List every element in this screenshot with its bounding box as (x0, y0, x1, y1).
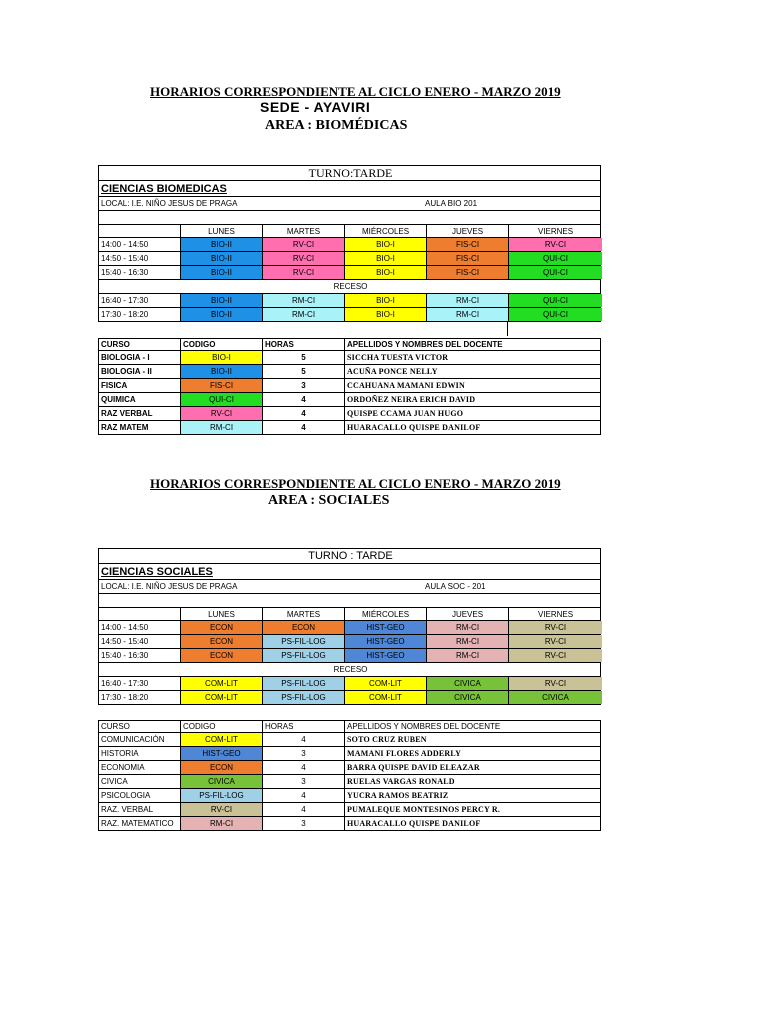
schedule-cell: QUI-CI (508, 294, 602, 307)
schedule-cell: QUI-CI (508, 266, 602, 279)
course-horas: 3 (262, 817, 344, 830)
doc1-sede: SEDE - AYAVIRI (260, 99, 371, 115)
course-row (98, 733, 601, 747)
doc1-area: AREA : BIOMÉDICAS (265, 118, 408, 133)
schedule-cell: COM-LIT (344, 691, 426, 704)
schedule-cell: PS-FIL-LOG (262, 649, 344, 662)
course-row (98, 421, 601, 435)
local-row (98, 580, 601, 594)
course-row (98, 351, 601, 365)
course-codigo: RV-CI (180, 803, 262, 816)
schedule-row (98, 238, 601, 252)
schedule-cell: BIO-I (344, 238, 426, 251)
course-curso: BIOLOGIA - II (101, 367, 152, 376)
schedule-row (98, 308, 601, 322)
receso-label: RECESO (333, 665, 368, 674)
time-slot: 14:00 - 14:50 (101, 623, 149, 632)
day-header: MARTES (262, 608, 344, 620)
schedule-row (98, 649, 601, 663)
schedule-row (98, 266, 601, 280)
day-header: MIÉRCOLES (344, 225, 426, 237)
schedule-cell: RM-CI (262, 294, 344, 307)
ciencias-row (98, 564, 601, 580)
course-docente: SICCHA TUESTA VICTOR (344, 351, 601, 364)
days-header-row (98, 608, 601, 621)
course-curso: PSICOLOGIA (101, 791, 151, 800)
course-codigo: QUI-CI (180, 393, 262, 406)
blank-row (98, 594, 601, 608)
schedule-row (98, 691, 601, 705)
course-horas: 4 (262, 393, 344, 406)
course-curso: CIVICA (101, 777, 128, 786)
course-horas: 4 (262, 789, 344, 802)
course-horas: 4 (262, 407, 344, 420)
schedule-cell: BIO-II (180, 252, 262, 265)
schedule-cell: COM-LIT (180, 691, 262, 704)
time-slot: 14:00 - 14:50 (101, 240, 149, 249)
schedule-cell: BIO-II (180, 238, 262, 251)
schedule-cell: HIST-GEO (344, 649, 426, 662)
doc2-title: HORARIOS CORRESPONDIENTE AL CICLO ENERO - MARZO 2019 (150, 476, 561, 491)
aula-label: AULA SOC - 201 (425, 582, 486, 591)
turno-row (98, 548, 601, 564)
courses-header: HORAS (262, 721, 344, 732)
schedule-row (98, 635, 601, 649)
schedule-cell: QUI-CI (508, 308, 602, 321)
schedule-cell: RV-CI (508, 649, 602, 662)
course-row (98, 407, 601, 421)
turno-label: TURNO : TARDE (308, 550, 393, 562)
course-docente: CCAHUANA MAMANI EDWIN (344, 379, 601, 392)
schedule-cell: RM-CI (426, 294, 508, 307)
schedule-cell: BIO-I (344, 252, 426, 265)
schedule-cell: RV-CI (508, 238, 602, 251)
course-codigo: RV-CI (180, 407, 262, 420)
local-row (98, 197, 601, 211)
local-label: LOCAL: I.E. NIÑO JESUS DE PRAGA (101, 199, 238, 208)
schedule-cell: RM-CI (426, 621, 508, 634)
schedule-cell: COM-LIT (344, 677, 426, 690)
course-row (98, 817, 601, 831)
day-header-blank (99, 608, 180, 620)
day-header: VIERNES (508, 225, 602, 237)
course-docente: QUISPE CCAMA JUAN HUGO (344, 407, 601, 420)
courses-header: APELLIDOS Y NOMBRES DEL DOCENTE (344, 721, 601, 732)
receso-label: RECESO (333, 282, 368, 291)
days-header-row (98, 225, 601, 238)
schedule-cell: ECON (180, 649, 262, 662)
time-slot: 14:50 - 15:40 (101, 254, 149, 263)
doc2-area: AREA : SOCIALES (268, 493, 390, 508)
course-codigo: ECON (180, 761, 262, 774)
course-row (98, 393, 601, 407)
schedule-cell: FIS-CI (426, 266, 508, 279)
schedule-cell: CIVICA (426, 691, 508, 704)
time-slot: 15:40 - 16:30 (101, 268, 149, 277)
course-row (98, 365, 601, 379)
time-slot: 17:30 - 18:20 (101, 693, 149, 702)
course-row (98, 789, 601, 803)
course-codigo: PS-FIL-LOG (180, 789, 262, 802)
schedule-cell: BIO-I (344, 294, 426, 307)
schedule-cell: BIO-I (344, 308, 426, 321)
course-curso: RAZ MATEM (101, 423, 149, 432)
schedule-cell: QUI-CI (508, 252, 602, 265)
course-docente: ORDOÑEZ NEIRA ERICH DAVID (344, 393, 601, 406)
course-docente: ACUÑA PONCE NELLY (344, 365, 601, 378)
day-header: LUNES (180, 608, 262, 620)
schedule-cell: RM-CI (426, 308, 508, 321)
course-horas: 5 (262, 365, 344, 378)
course-horas: 4 (262, 803, 344, 816)
schedule-cell: PS-FIL-LOG (262, 635, 344, 648)
schedule-row (98, 294, 601, 308)
schedule-cell: PS-FIL-LOG (262, 677, 344, 690)
course-curso: RAZ. VERBAL (101, 805, 154, 814)
course-horas: 4 (262, 421, 344, 434)
course-horas: 3 (262, 775, 344, 788)
day-header: LUNES (180, 225, 262, 237)
course-codigo: CIVICA (180, 775, 262, 788)
courses-header: CURSO (101, 340, 130, 349)
course-horas: 5 (262, 351, 344, 364)
courses-header: HORAS (262, 339, 344, 350)
course-docente: YUCRA RAMOS BEATRIZ (344, 789, 601, 802)
schedule-row (98, 252, 601, 266)
course-row (98, 761, 601, 775)
time-slot: 16:40 - 17:30 (101, 679, 149, 688)
course-curso: HISTORIA (101, 749, 139, 758)
time-slot: 14:50 - 15:40 (101, 637, 149, 646)
course-horas: 4 (262, 733, 344, 746)
schedule-cell: RV-CI (262, 238, 344, 251)
schedule-cell: FIS-CI (426, 238, 508, 251)
courses-header: CURSO (101, 722, 130, 731)
schedule-cell: RV-CI (508, 621, 602, 634)
schedule-row (98, 677, 601, 691)
ciencias-row (98, 181, 601, 197)
receso-row (98, 663, 601, 677)
course-horas: 3 (262, 379, 344, 392)
courses-header-row (98, 720, 601, 733)
schedule-cell: RV-CI (508, 635, 602, 648)
course-curso: QUIMICA (101, 395, 136, 404)
courses-header: CODIGO (180, 339, 262, 350)
courses-header: APELLIDOS Y NOMBRES DEL DOCENTE (344, 339, 601, 350)
ciencias-title: CIENCIAS BIOMEDICAS (101, 182, 227, 195)
courses-header-row (98, 338, 601, 351)
course-docente: HUARACALLO QUISPE DANILOF (344, 421, 601, 434)
schedule-row (98, 621, 601, 635)
turno-row (98, 165, 601, 181)
schedule-cell: RV-CI (262, 252, 344, 265)
schedule-cell: BIO-I (344, 266, 426, 279)
day-header: MIÉRCOLES (344, 608, 426, 620)
course-curso: RAZ VERBAL (101, 409, 153, 418)
schedule-cell: PS-FIL-LOG (262, 691, 344, 704)
local-label: LOCAL: I.E. NIÑO JESUS DE PRAGA (101, 582, 238, 591)
course-row (98, 775, 601, 789)
course-codigo: RM-CI (180, 421, 262, 434)
course-curso: FISICA (101, 381, 128, 390)
schedule-cell: BIO-II (180, 266, 262, 279)
course-curso: COMUNICACIÓN (101, 735, 165, 744)
day-header-blank (99, 225, 180, 237)
course-docente: PUMALEQUE MONTESINOS PERCY R. (344, 803, 601, 816)
course-codigo: FIS-CI (180, 379, 262, 392)
course-curso: BIOLOGIA - I (101, 353, 150, 362)
schedule-cell: BIO-II (180, 294, 262, 307)
day-header: MARTES (262, 225, 344, 237)
ciencias-title: CIENCIAS SOCIALES (101, 565, 213, 578)
aula-label: AULA BIO 201 (425, 199, 478, 208)
day-header: VIERNES (508, 608, 602, 620)
schedule-cell: BIO-II (180, 308, 262, 321)
course-codigo: BIO-II (180, 365, 262, 378)
blank-row (98, 211, 601, 225)
time-slot: 16:40 - 17:30 (101, 296, 149, 305)
course-docente: RUELAS VARGAS RONALD (344, 775, 601, 788)
course-codigo: HIST-GEO (180, 747, 262, 760)
schedule-cell: ECON (180, 635, 262, 648)
schedule-cell: RM-CI (426, 635, 508, 648)
course-docente: BARRA QUISPE DAVID ELEAZAR (344, 761, 601, 774)
schedule-cell: CIVICA (426, 677, 508, 690)
schedule-cell: RM-CI (426, 649, 508, 662)
course-codigo: BIO-I (180, 351, 262, 364)
course-docente: SOTO CRUZ RUBEN (344, 733, 601, 746)
course-row (98, 379, 601, 393)
time-slot: 15:40 - 16:30 (101, 651, 149, 660)
schedule-cell: RM-CI (262, 308, 344, 321)
day-header: JUEVES (426, 608, 508, 620)
courses-header: CODIGO (180, 721, 262, 732)
schedule-cell: ECON (262, 621, 344, 634)
course-horas: 3 (262, 747, 344, 760)
schedule-cell: HIST-GEO (344, 621, 426, 634)
receso-row (98, 280, 601, 294)
course-row (98, 747, 601, 761)
table-tick (507, 322, 508, 336)
course-docente: MAMANI FLORES ADDERLY (344, 747, 601, 760)
course-codigo: COM-LIT (180, 733, 262, 746)
course-curso: ECONOMIA (101, 763, 145, 772)
schedule-cell: ECON (180, 621, 262, 634)
schedule-cell: COM-LIT (180, 677, 262, 690)
course-row (98, 803, 601, 817)
schedule-cell: RV-CI (262, 266, 344, 279)
course-curso: RAZ. MATEMATICO (101, 819, 174, 828)
turno-label: TURNO:TARDE (308, 166, 393, 180)
time-slot: 17:30 - 18:20 (101, 310, 149, 319)
course-codigo: RM-CI (180, 817, 262, 830)
course-docente: HUARACALLO QUISPE DANILOF (344, 817, 601, 830)
schedule-cell: RV-CI (508, 677, 602, 690)
day-header: JUEVES (426, 225, 508, 237)
schedule-cell: CIVICA (508, 691, 602, 704)
schedule-cell: HIST-GEO (344, 635, 426, 648)
doc1-title: HORARIOS CORRESPONDIENTE AL CICLO ENERO - MARZO 2019 (150, 84, 561, 99)
course-horas: 4 (262, 761, 344, 774)
schedule-cell: FIS-CI (426, 252, 508, 265)
